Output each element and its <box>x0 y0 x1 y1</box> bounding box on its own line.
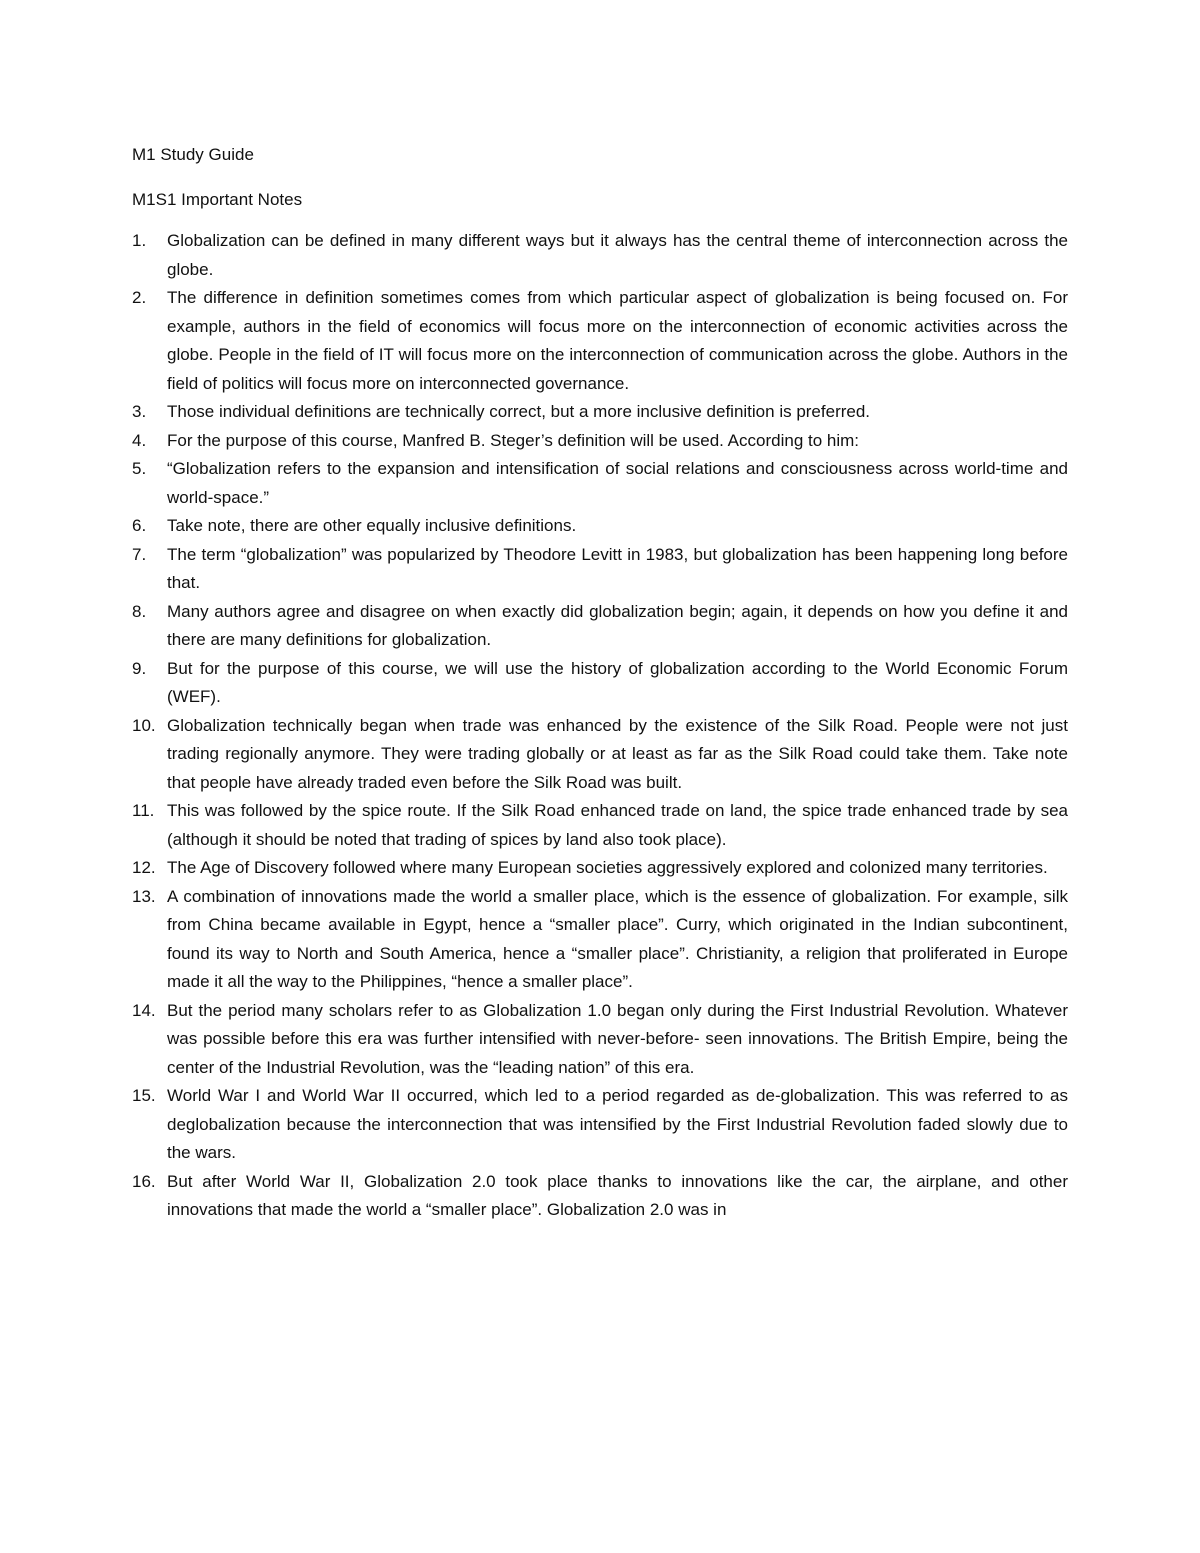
list-item-number: 1. <box>132 231 147 250</box>
list-item-text: Globalization technically began when trade was enhanced by the existence of the Silk Road. People were not just trading regionally anymore. They were trading globally or at least as far as the Silk Road could take them. Take note that people have already traded even before the Silk Road was built. <box>167 715 1068 792</box>
list-item-number: 3. <box>132 402 147 421</box>
list-item <box>132 398 1068 427</box>
list-item-text: The term “globalization” was popularized by Theodore Levitt in 1983, but globalization has been happening long before that. <box>167 544 1068 592</box>
list-item-text: Many authors agree and disagree on when exactly did globalization begin; again, it depends on how you define it and there are many definitions for globalization. <box>167 601 1068 649</box>
list-item-text: The Age of Discovery followed where many European societies aggressively explored and colonized many territories. <box>167 858 1048 877</box>
section-heading: M1S1 Important Notes <box>132 190 303 209</box>
list-item <box>132 797 1068 854</box>
list-item <box>132 427 1068 456</box>
list-item-number: 7. <box>132 544 147 564</box>
list-item-text: World War I and World War II occurred, which led to a period regarded as de-globalization. This was referred to as deglobalization because the interconnection that was intensified by the First Industrial Revolution faded slowly due to the wars. <box>167 1086 1068 1162</box>
list-item <box>132 883 1068 997</box>
list-item-number: 9. <box>132 658 147 678</box>
list-item <box>132 541 1068 598</box>
list-item-text: A combination of innovations made the world a smaller place, which is the essence of globalization. For example, silk from China became available in Egypt, hence a “smaller place”. Curry, which originated in the Indian subcontinent, found its way to North and South America, hence a “smaller place”. Christianity, a religion that proliferated in Europe made it all the way to the Philippines, “hence a smaller place”. <box>167 886 1068 991</box>
list-item-number: 5. <box>132 459 147 478</box>
list-item-text: Globalization can be defined in many different ways but it always has the central theme of interconnection across the globe. <box>167 231 1068 279</box>
list-item-number: 2. <box>132 288 147 307</box>
list-item <box>132 854 1068 883</box>
list-item-number: 12. <box>132 858 156 877</box>
list-item-number: 13. <box>132 886 156 906</box>
list-item-number: 14. <box>132 1000 156 1020</box>
list-item <box>132 284 1068 398</box>
list-item <box>132 227 1068 284</box>
document-content <box>132 140 1068 1225</box>
list-item-text: “Globalization refers to the expansion and intensification of social relations and consciousness across world-time and world-space.” <box>167 459 1068 507</box>
list-item <box>132 512 1068 541</box>
list-item <box>132 1082 1068 1168</box>
list-item <box>132 655 1068 712</box>
list-item-text: For the purpose of this course, Manfred B. Steger’s definition will be used. According to him: <box>167 430 860 450</box>
list-item <box>132 598 1068 655</box>
list-item-number: 4. <box>132 430 147 450</box>
list-item-text: Take note, there are other equally inclusive definitions. <box>167 516 577 535</box>
list-item-number: 16. <box>132 1171 156 1191</box>
list-item-number: 6. <box>132 516 147 535</box>
list-item-text: But the period many scholars refer to as Globalization 1.0 began only during the First Industrial Revolution. Whatever was possible before this era was further intensified with never-before- seen innovations. The British Empire, being the center of the Industrial Revolution, was the “leading nation” of this era. <box>167 1000 1068 1077</box>
list-item-number: 11. <box>132 801 155 820</box>
document-title: M1 Study Guide <box>132 145 254 164</box>
list-item-number: 10. <box>132 715 156 735</box>
list-item <box>132 997 1068 1083</box>
list-item-text: But after World War II, Globalization 2.0 took place thanks to innovations like the car, the airplane, and other innovations that made the world a “smaller place”. Globalization 2.0 was in <box>167 1171 1068 1219</box>
list-item <box>132 1168 1068 1225</box>
list-item-text: The difference in definition sometimes comes from which particular aspect of globalization is being focused on. For example, authors in the field of economics will focus more on the interconnection of economic activities across the globe. People in the field of IT will focus more on the interconnection of communication across the globe. Authors in the field of politics will focus more on interconnected governance. <box>167 288 1068 393</box>
list-item <box>132 712 1068 798</box>
list-item-text: But for the purpose of this course, we will use the history of globalization according to the World Economic Forum (WEF). <box>167 658 1068 706</box>
list-item-number: 8. <box>132 601 147 621</box>
list-item <box>132 455 1068 512</box>
notes-list <box>132 227 1068 1225</box>
list-item-text: This was followed by the spice route. If the Silk Road enhanced trade on land, the spice trade enhanced trade by sea (although it should be noted that trading of spices by land also took place). <box>167 801 1068 849</box>
list-item-text: Those individual definitions are technically correct, but a more inclusive definition is preferred. <box>167 402 871 421</box>
list-item-number: 15. <box>132 1086 156 1105</box>
